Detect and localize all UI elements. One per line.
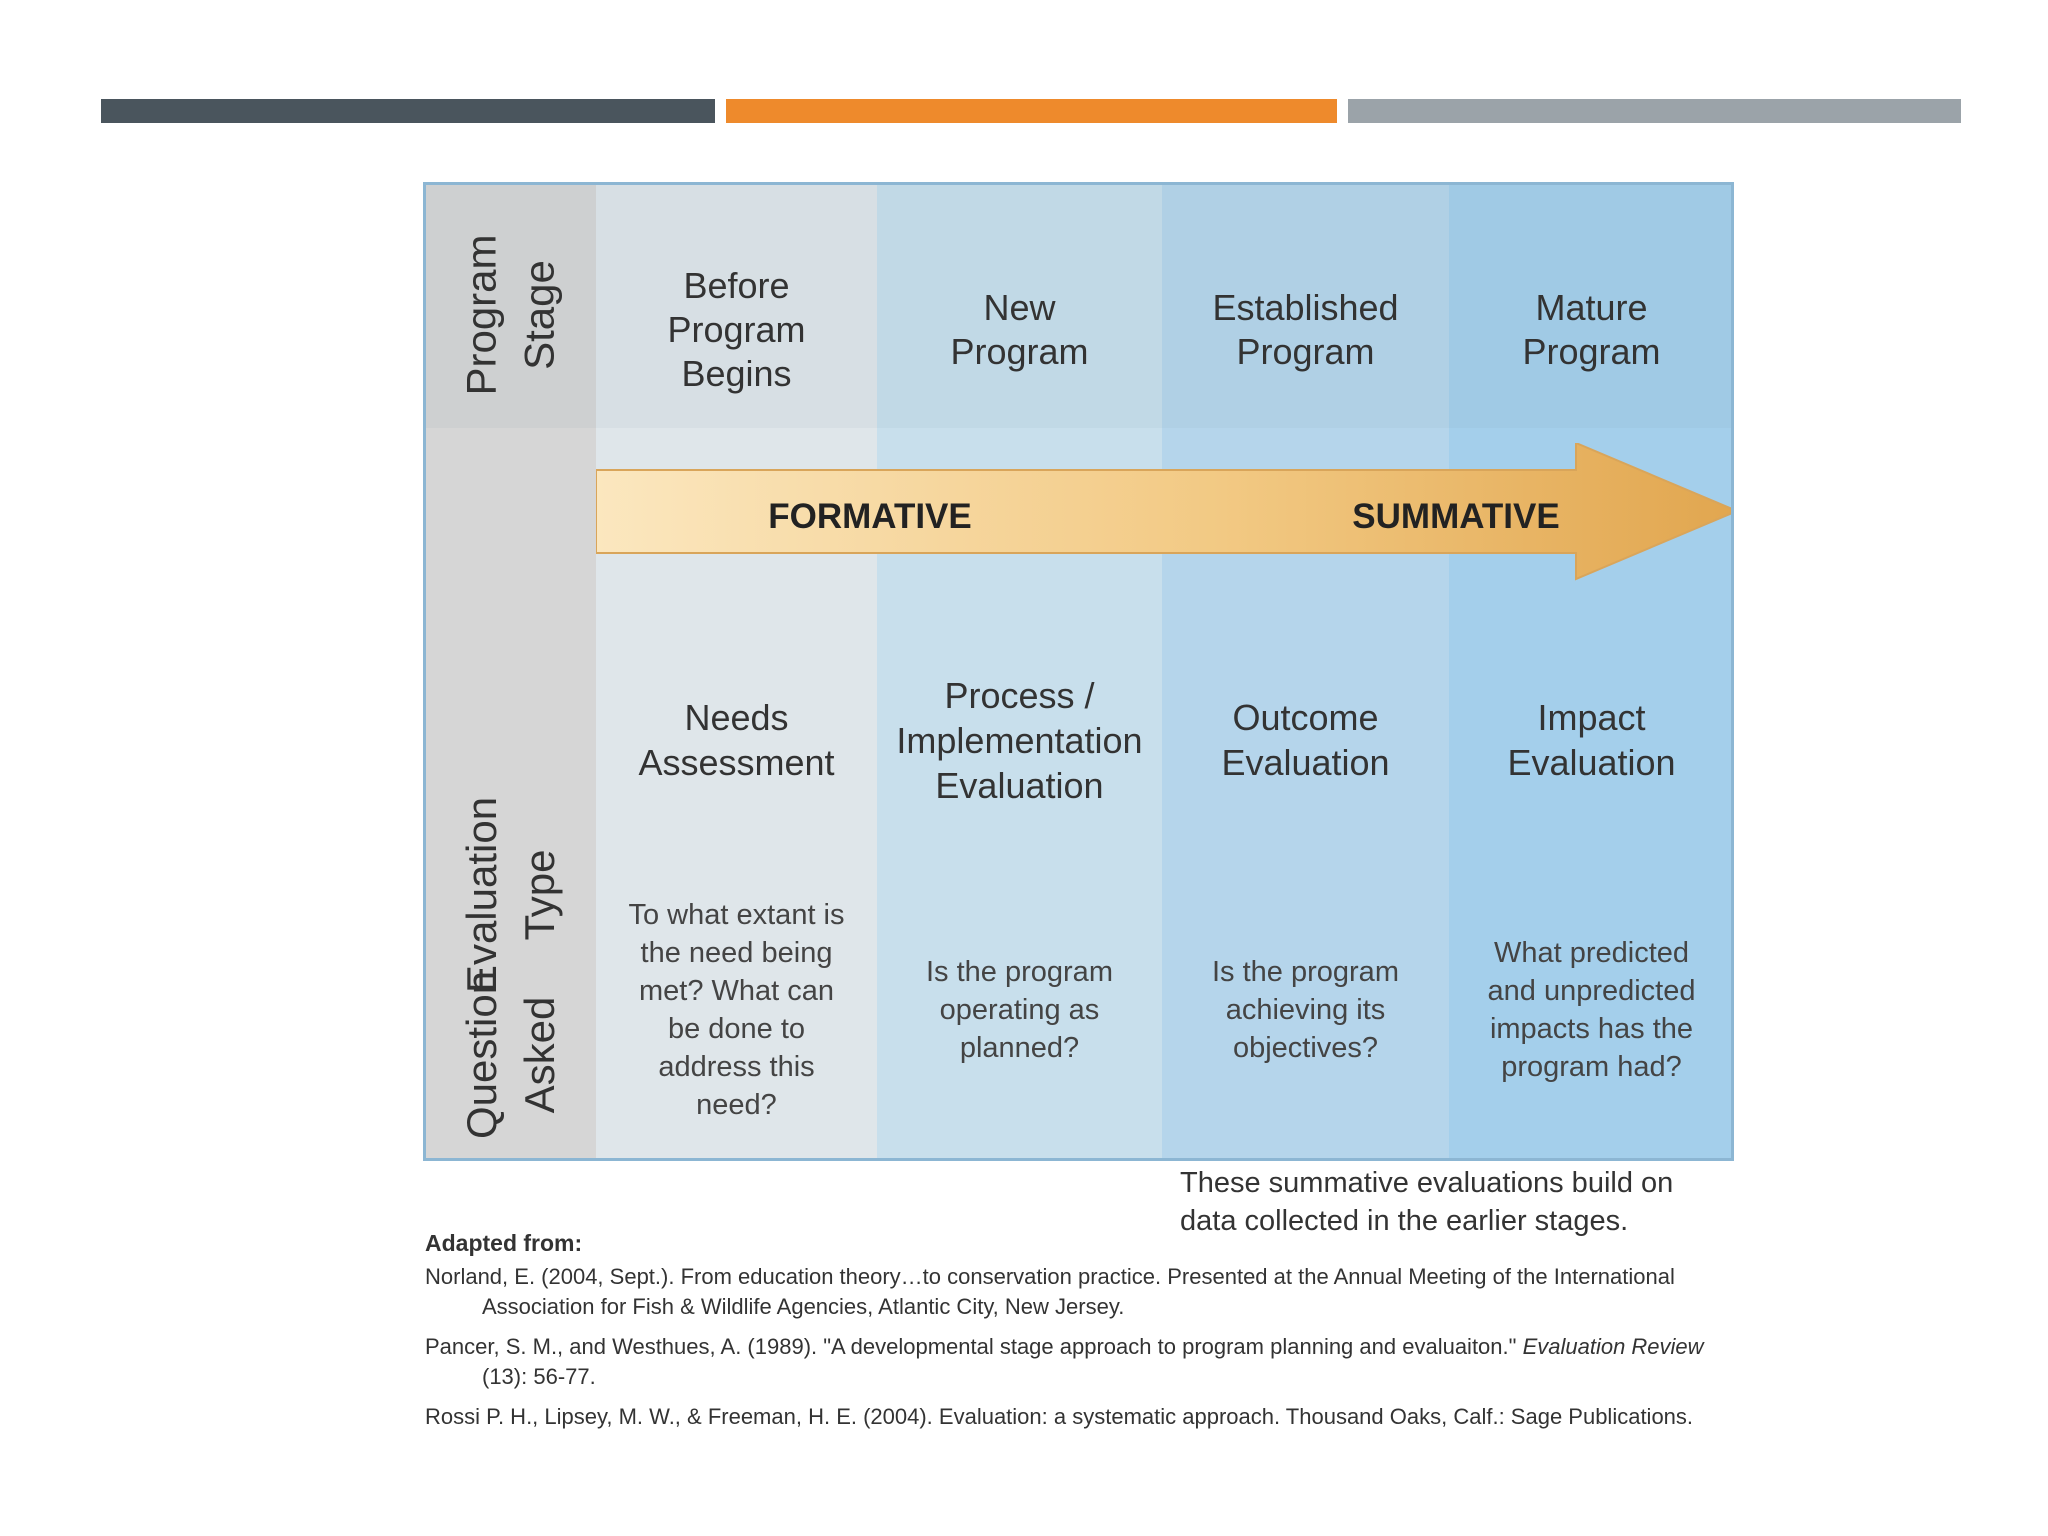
type-cell-outcome: Outcome Evaluation <box>1221 697 1390 783</box>
stage-cell-established: Established Program <box>1212 287 1399 372</box>
accent-bar-orange <box>726 99 1337 123</box>
question-cell-needs: To what extant is the need being met? What can be done to address this need? <box>628 899 845 1121</box>
row-label-text: Program Stage <box>458 234 563 396</box>
arrow-shape <box>596 443 1734 579</box>
question-cell-impact: What predicted and unpredicted impacts has the program had? <box>1487 937 1696 1083</box>
summative-note: These summative evaluations build on data collected in the earlier stages. <box>1180 1167 1674 1237</box>
stage-cell-mature: Mature Program <box>1522 287 1661 372</box>
stage-cell-before: Before Program Begins <box>667 265 806 394</box>
question-cell-outcome: Is the program achieving its objectives? <box>1212 956 1399 1064</box>
stage-cell-new: New Program <box>950 287 1089 372</box>
reference-item: Norland, E. (2004, Sept.). From education theory…to conservation practice. Presented at the Annual Meeting of the International Association for Fish & Wildlife Agencies, Atlantic City, New Jersey. <box>425 1264 1675 1319</box>
type-cell-process: Process / Implementation Evaluation <box>896 674 1143 806</box>
accent-bar-dark <box>101 99 715 123</box>
reference-item: Rossi P. H., Lipsey, M. W., & Freeman, H. E. (2004). Evaluation: a systematic approach. Thousand Oaks, Calf.: Sage Publications. <box>425 1404 1694 1429</box>
type-cell-needs: Needs Assessment <box>638 697 835 783</box>
reference-item: Pancer, S. M., and Westhues, A. (1989). "A developmental stage approach to program planning and evaluaiton." Evaluation Review (13): 56-77. <box>425 1334 1704 1389</box>
row-label-question-asked <box>426 925 596 1161</box>
arrow-label-formative: FORMATIVE <box>768 497 972 536</box>
formative-summative-arrow <box>596 443 1734 583</box>
question-cell-process: Is the program operating as planned? <box>926 956 1113 1064</box>
row-label-text: Evaluation Type <box>458 796 564 994</box>
evaluation-stages-diagram <box>423 182 1734 1161</box>
references-heading: Adapted from: <box>425 1230 583 1256</box>
row-label-text: Question Asked <box>457 970 563 1140</box>
row-label-program-stage <box>426 215 596 415</box>
type-cell-impact: Impact Evaluation <box>1507 697 1676 783</box>
accent-bar-gray <box>1348 99 1961 123</box>
arrow-label-summative: SUMMATIVE <box>1352 497 1560 536</box>
references-block <box>425 1228 1725 1442</box>
